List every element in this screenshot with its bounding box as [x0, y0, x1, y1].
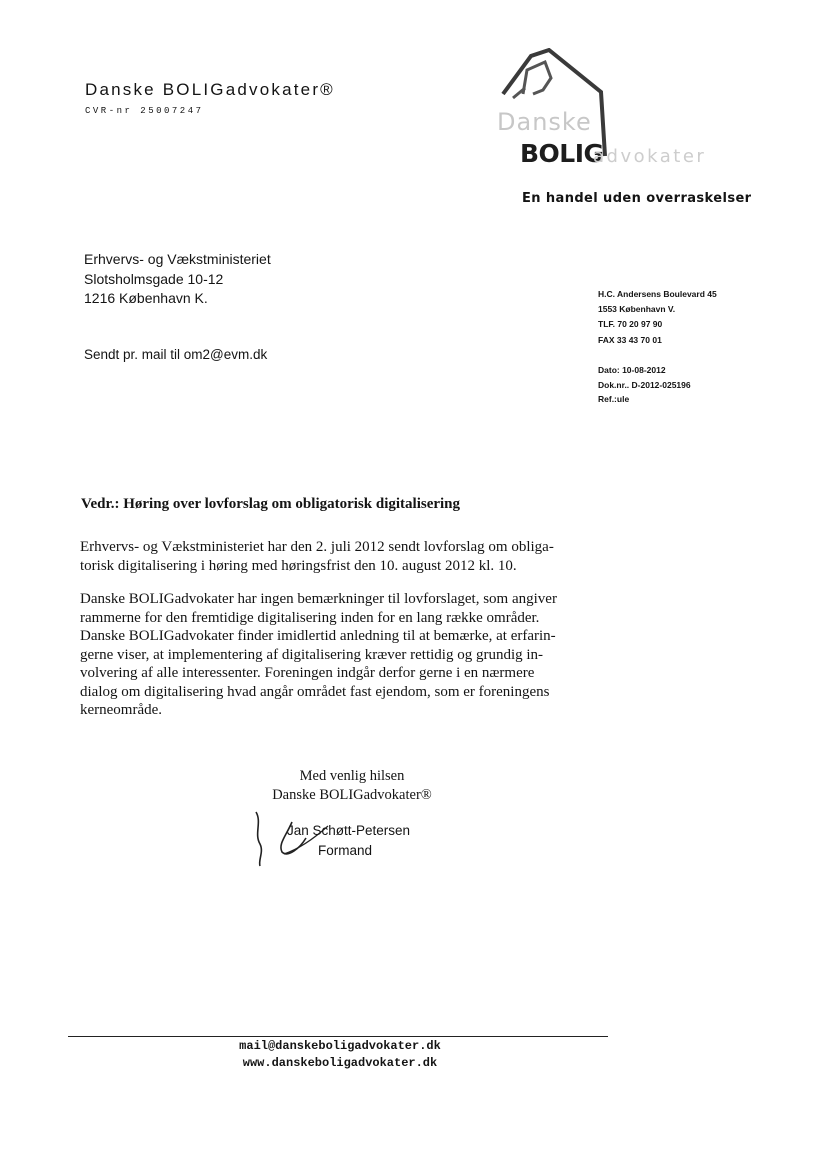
- body-line: Erhvervs- og Vækstministeriet har den 2. juli 2012 sendt lovforslag om obliga-: [80, 539, 554, 555]
- recipient-line: Slotsholmsgade 10-12: [84, 270, 224, 287]
- logo-word-danske: Danske: [497, 108, 592, 136]
- body-line: rammerne for den fremtidige digitalisering inden for en lang række områder.: [80, 609, 540, 626]
- body-paragraph-2: [80, 590, 610, 720]
- closing-greeting: Med venlig hilsen: [299, 768, 405, 784]
- footer-website-link[interactable]: www.danskeboligadvokater.dk: [242, 1056, 438, 1070]
- signer-title: Formand: [318, 843, 373, 858]
- letter-subject: Vedr.: Høring over lovforslag om obligatorisk digitalisering: [81, 496, 461, 512]
- body-line: kerneområde.: [80, 702, 163, 718]
- sender-address: [598, 287, 717, 348]
- sender-line: H.C. Andersens Boulevard 45: [598, 289, 717, 299]
- footer-divider: [68, 1036, 608, 1037]
- handwritten-signature: [248, 808, 338, 868]
- recipient-line: 1216 København K.: [84, 290, 208, 306]
- logo-word-advokater: advokater: [593, 146, 707, 167]
- meta-doc-number: Dok.nr.. D-2012-025196: [598, 379, 691, 390]
- meta-date: Dato: 10-08-2012: [598, 365, 666, 375]
- body-paragraph-1: [80, 538, 610, 575]
- organization-name: Danske BOLIGadvokater®: [85, 80, 335, 99]
- recipient-address: [84, 250, 271, 309]
- signer-name: Jan Schøtt-Petersen: [287, 823, 411, 838]
- closing-block: [252, 767, 452, 805]
- meta-reference: Ref.:ule: [598, 394, 630, 404]
- body-line: torisk digitalisering i høring med høringsfrist den 10. august 2012 kl. 10.: [80, 557, 517, 574]
- logo-word-bolig: BOLIG: [520, 139, 604, 168]
- body-line: dialog om digitalisering hvad angår området fast ejendom, som er foreningens: [80, 683, 550, 700]
- tagline: En handel uden overraskelser: [522, 191, 752, 206]
- footer-email-link[interactable]: mail@danskeboligadvokater.dk: [239, 1039, 441, 1053]
- sender-line: 1553 København V.: [598, 304, 676, 315]
- body-line: gerne viser, at implementering af digitalisering kræver rettidig og grundig in-: [80, 646, 544, 663]
- footer-contact: [200, 1038, 480, 1072]
- body-line: Danske BOLIGadvokater finder imidlertid anledning til at bemærke, at erfarin-: [80, 628, 556, 644]
- sender-line: TLF. 70 20 97 90: [598, 319, 663, 330]
- recipient-line: Erhvervs- og Vækstministeriet: [84, 251, 271, 267]
- body-line: Danske BOLIGadvokater har ingen bemærkninger til lovforslaget, som angiver: [80, 591, 557, 607]
- body-line: volvering af alle interessenter. Foreningen indgår derfor gerne i en nærmere: [80, 665, 535, 681]
- closing-organization: Danske BOLIGadvokater®: [272, 787, 432, 803]
- sent-by-mail-note: Sendt pr. mail til om2@evm.dk: [84, 347, 268, 362]
- document-meta: [598, 363, 691, 407]
- cvr-number: CVR-nr 25007247: [85, 106, 204, 116]
- sender-line: FAX 33 43 70 01: [598, 334, 662, 345]
